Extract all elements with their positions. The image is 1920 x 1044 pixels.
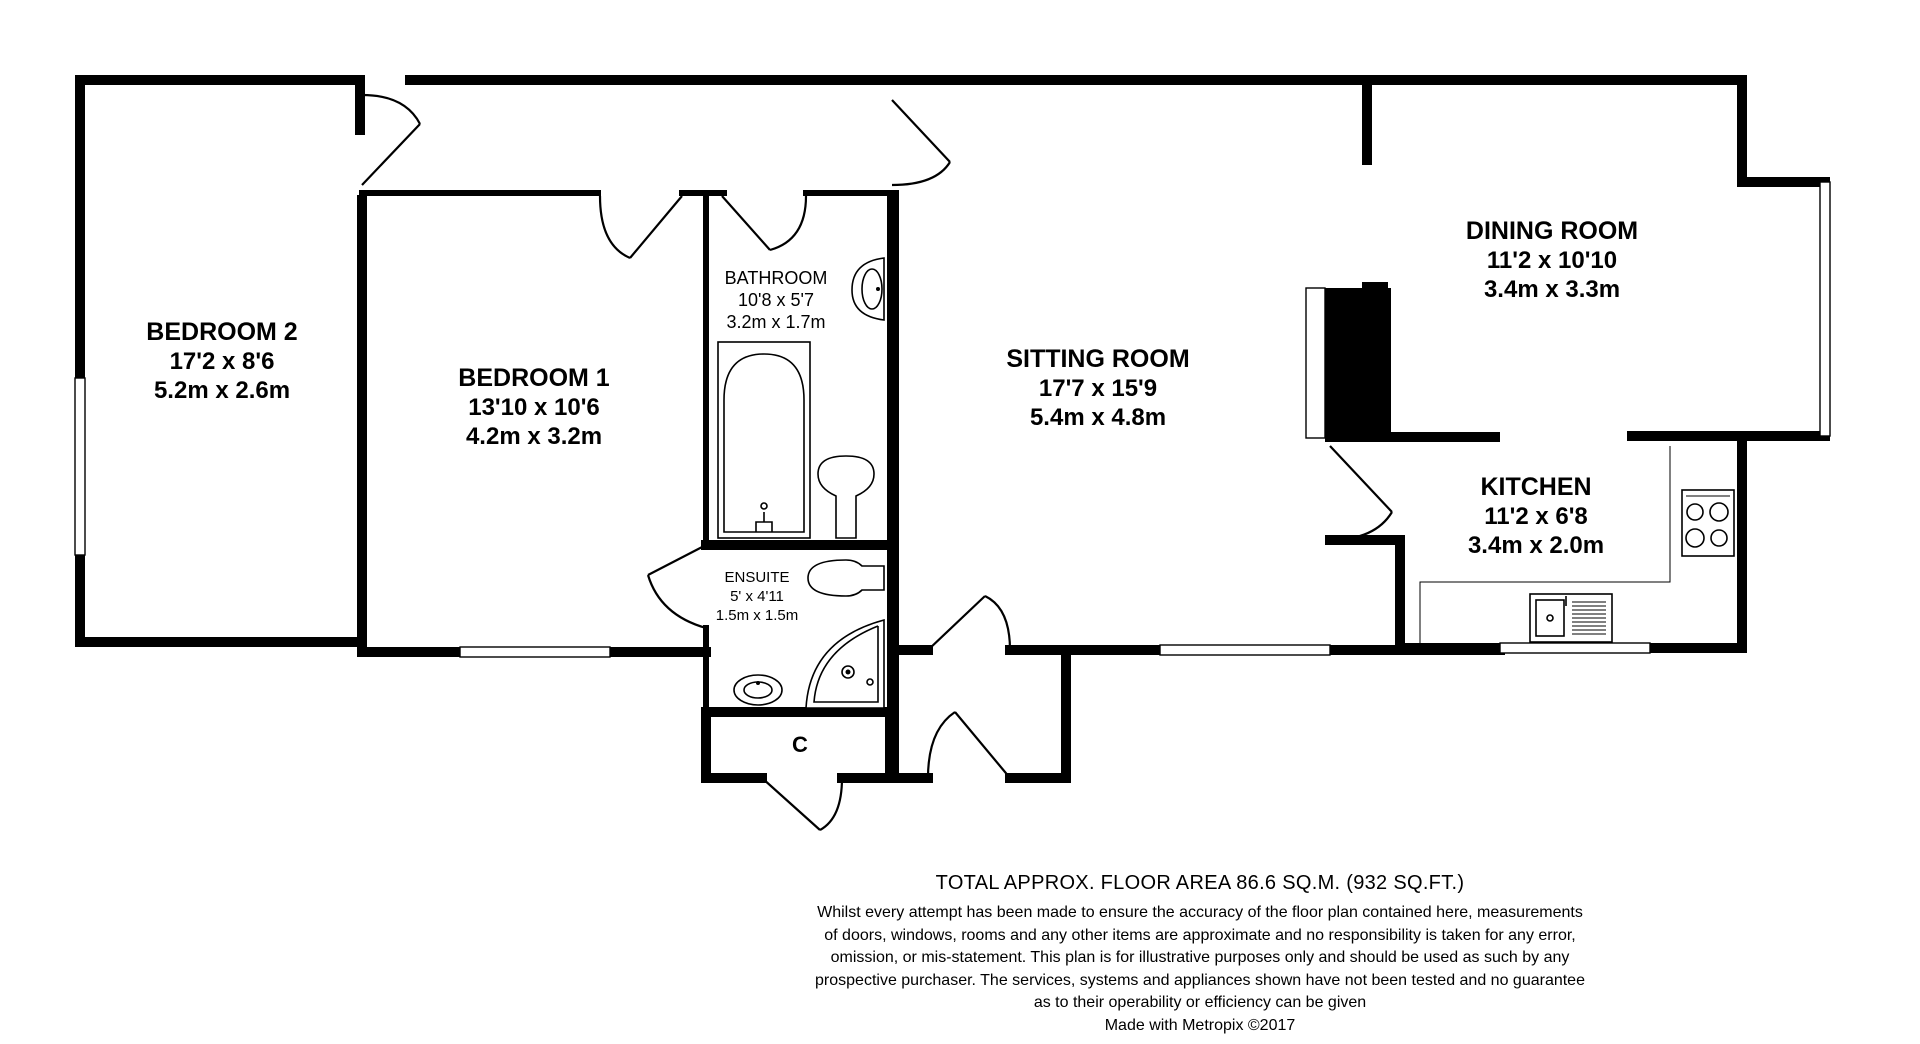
room-size-bedroom1-metric: 4.2m x 3.2m [465, 423, 603, 450]
door-hall-upper [928, 596, 1010, 650]
chimney-breast [1325, 282, 1500, 442]
disclaimer-line: omission, or mis-statement. This plan is for illustrative purposes only and should be used as such by any [830, 949, 1570, 966]
window-bedroom1 [460, 647, 610, 657]
door-ensuite [648, 545, 706, 628]
kitchen-left-wall [1330, 540, 1400, 650]
room-size-kitchen-metric: 3.4m x 2.0m [1467, 532, 1605, 559]
metropix-credit: Made with Metropix ©2017 [1104, 1016, 1296, 1034]
room-name-bedroom1: BEDROOM 1 [458, 364, 610, 392]
window-bedroom2 [75, 378, 85, 555]
disclaimer-line: prospective purchaser. The services, systems and appliances shown have not been tested and no guarantee [815, 971, 1585, 989]
room-size-sitting-imperial: 17'7 x 15'9 [1038, 375, 1158, 402]
room-name-kitchen: KITCHEN [1480, 473, 1592, 501]
room-size-dining-metric: 3.4m x 3.3m [1483, 276, 1621, 303]
room-name-ensuite: ENSUITE [724, 569, 790, 586]
shower-head-icon [846, 670, 851, 675]
room-size-bathroom-metric: 3.2m x 1.7m [726, 312, 826, 332]
shower-tray-icon [806, 620, 884, 708]
window-kitchen [1500, 643, 1650, 653]
ensuite-basin-tap-icon [756, 681, 760, 685]
window-sitting [1160, 645, 1330, 655]
bath-icon [724, 354, 804, 532]
door-bedroom2 [362, 95, 420, 185]
room-size-kitchen-imperial: 11'2 x 6'8 [1484, 503, 1588, 530]
disclaimer-line: Whilst every attempt has been made to ensure the accuracy of the floor plan contained here, measurements [817, 904, 1583, 921]
disclaimer [700, 902, 1700, 1037]
room-size-bedroom1-imperial: 13'10 x 10'6 [468, 394, 600, 421]
ensuite-basin-icon [734, 675, 782, 705]
room-size-sitting-metric: 5.4m x 4.8m [1029, 404, 1167, 431]
door-front [928, 712, 1010, 778]
outer-wall-right-upper [1742, 80, 1825, 182]
door-bathroom [722, 196, 806, 250]
room-name-cupboard: C [792, 732, 808, 757]
room-size-ensuite-metric: 1.5m x 1.5m [715, 607, 799, 624]
outer-wall-right-lower [1742, 436, 1825, 648]
disclaimer-line: as to their operability or efficiency can be given [1033, 994, 1367, 1011]
door-cupboard [762, 778, 842, 830]
window-fireplace-glass [1306, 288, 1325, 438]
total-floor-area: TOTAL APPROX. FLOOR AREA 86.6 SQ.M. (932 SQ.FT.) [935, 872, 1465, 894]
room-size-bedroom2-imperial: 17'2 x 8'6 [169, 348, 275, 375]
disclaimer-line: of doors, windows, rooms and any other items are approximate and no responsibility is taken for any error, [824, 926, 1576, 944]
window-dining [1820, 182, 1830, 436]
room-name-sitting: SITTING ROOM [1006, 345, 1190, 373]
room-name-dining: DINING ROOM [1465, 217, 1639, 245]
door-bedroom1 [600, 196, 682, 258]
room-size-bedroom2-metric: 5.2m x 2.6m [153, 377, 291, 404]
doors [362, 95, 1392, 830]
walls [80, 80, 1825, 778]
room-size-bathroom-imperial: 10'8 x 5'7 [738, 290, 814, 310]
door-kitchen [1330, 446, 1392, 540]
room-size-ensuite-imperial: 5' x 4'11 [730, 588, 784, 605]
door-corridor [892, 100, 950, 185]
room-name-bathroom: BATHROOM [724, 268, 828, 288]
basin-tap-icon [876, 287, 880, 291]
room-name-bedroom2: BEDROOM 2 [146, 318, 298, 346]
room-size-dining-imperial: 11'2 x 10'10 [1486, 247, 1618, 274]
toilet-icon [818, 456, 874, 538]
ensuite-toilet-icon [808, 560, 884, 596]
